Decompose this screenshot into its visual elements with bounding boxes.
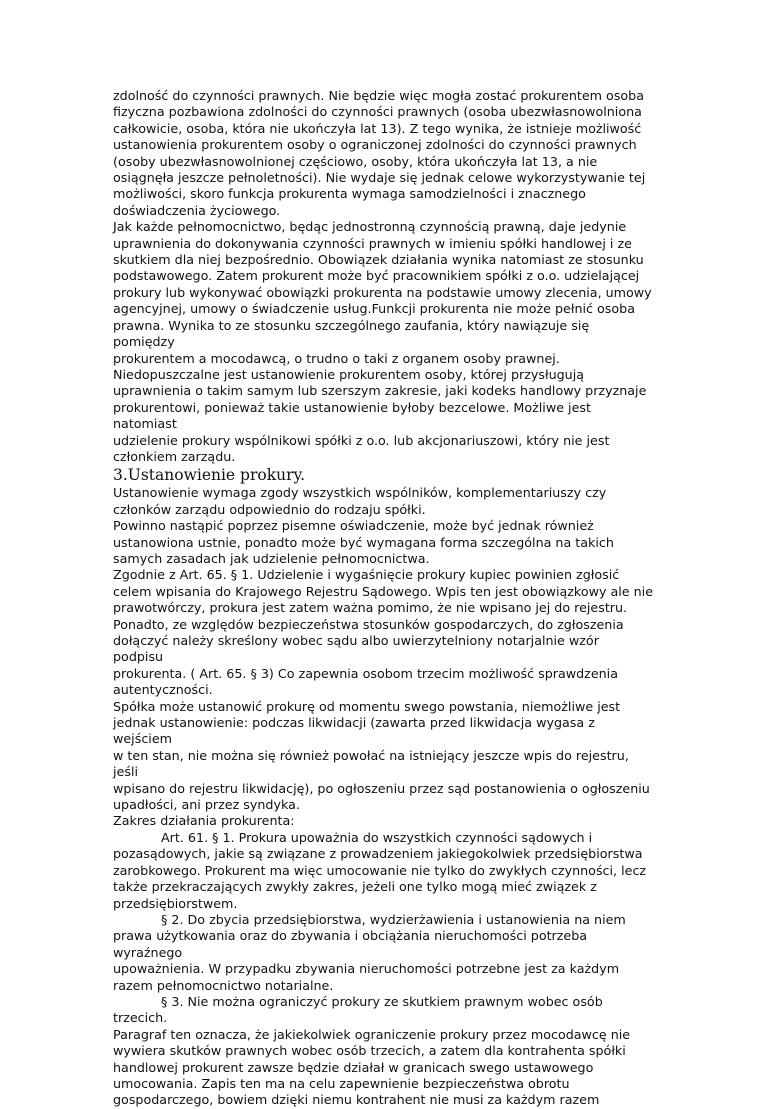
- paragraph-capacity: zdolność do czynności prawnych. Nie będzie więc mogła zostać prokurentem osoba fizyczna pozbawiona zdolności do czynności prawnych (osoba ubezwłasnowolniona całkowicie, osoba, która nie ukończyła lat 13). Z tego wynika, że istnieje możliwość ustanowienia prokurentem osoby o ograniczonej zdolności do czynności prawnych (osoby ubezwłasnowolnionej częściowo, osoby, która ukończyła lat 13, a nie osiągnęła jeszcze pełnoletności). Nie wydaje się jednak celowe wykorzystywanie tej możliwości, skoro funkcja prokurenta wymaga samodzielności i znacznego doświadczenia życiowego.: [113, 88, 646, 218]
- paragraph-consent: Ustanowienie wymaga zgody wszystkich wspólników, komplementariuszy czy członków zarządu odpowiednio do rodzaju spółki.: [113, 485, 607, 517]
- paragraph-power-of-attorney: Jak każde pełnomocnictwo, będąc jednostronną czynnością prawną, daje jedynie uprawnienia do dokonywania czynności prawnych w imieniu spółki handlowej i ze skutkiem dla niej bezpośrednio. Obowiązek działania wynika natomiast ze stosunku podstawowego. Zatem prokurent może być pracownikiem spółki z o.o. udzielającej prokury lub wykonywać obowiązki prokurenta na podstawie umowy zlecenia, umowy agencyjnej, umowy o świadczenie usług.Funkcji prokurenta nie może pełnić osoba prawna. Wynika to ze stosunku szczególnego zaufania, który nawiązuje się pomiędzy prokurentem a mocodawcą, o trudno o taki z organem osoby prawnej. Niedopuszczalne jest ustanowienie prokurentem osoby, której przysługują uprawnienia o takim samym lub szerszym zakresie, jaki kodeks handlowy przyznaje prokurentowi, ponieważ takie ustanowienie byłoby bezcelowe. Możliwe jest natomiast udzielenie prokury wspólnikowi spółki z o.o. lub akcjonariuszowi, który nie jest członkiem zarządu.: [113, 219, 652, 464]
- paragraph-art61-s3: § 3. Nie można ograniczyć prokury ze skutkiem prawnym wobec osób trzecich. Paragraf ten oznacza, że jakiekolwiek ograniczenie prokury przez mocodawcę nie wywiera skutków prawnych wobec osób trzecich, a zatem dla kontrahenta spółki handlowej prokurent zawsze będzie działał w granicach swego ustawowego umocowania. Zapis ten ma na celu zapewnienie bezpieczeństwa obrotu gospodarczego, bowiem dzięki niemu kontrahent nie musi za każdym razem: [113, 993, 631, 1108]
- paragraph-form: Powinno nastąpić poprzez pisemne oświadczenie, może być jednak również ustanowiona ustnie, ponadto może być wymagana forma szczególna na takich samych zasadach jak udzielenie pełnomocnictwa.: [113, 518, 614, 566]
- paragraph-establishment-timing: Spółka może ustanowić prokurę od momentu swego powstania, niemożliwe jest jednak ustanowienie: podczas likwidacji (zawarta przed likwidacja wygasa z wejściem w ten stan, nie można się również powołać na istniejący jeszcze wpis do rejestru, jeśli wpisano do rejestru likwidację), po ogłoszeniu przez sąd postanowienia o ogłoszeniu upadłości, ani przez syndyka.: [113, 698, 650, 813]
- paragraph-registration: Zgodnie z Art. 65. § 1. Udzielenie i wygaśnięcie prokury kupiec powinien zgłosić celem wpisania do Krajowego Rejestru Sądowego. Wpis ten jest obowiązkowy ale nie prawotwórczy, prokura jest zatem ważna pomimo, że nie wpisano jej do rejestru. Ponadto, ze względów bezpieczeństwa stosunków gospodarczych, do zgłoszenia dołączyć należy skreślony wobec sądu albo uwierzytelniony notarjalnie wzór podpisu prokurenta. ( Art. 65. § 3) Co zapewnia osobom trzecim możliwość sprawdzenia autentyczności.: [113, 567, 654, 698]
- section-heading: 3.Ustanowienie prokury.: [113, 466, 306, 485]
- paragraph-art61-s1: Art. 61. § 1. Prokura upoważnia do wszystkich czynności sądowych i pozasądowych, jakie są związane z prowadzeniem jakiegokolwiek przedsiębiorstwa zarobkowego. Prokurent ma więc umocowanie nie tylko do zwykłych czynności, lecz także przekraczających zwykły zakres, jeżeli one tylko mogą mieć związek z przedsiębiorstwem.: [113, 829, 647, 911]
- document-page: [113, 88, 653, 1109]
- paragraph-scope-label: Zakres działania prokurenta:: [113, 813, 295, 829]
- paragraph-art61-s2: § 2. Do zbycia przedsiębiorstwa, wydzierżawienia i ustanowienia na niem prawa użytkowania oraz do zbywania i obciążania nieruchomości potrzeba wyraźnego upoważnienia. W przypadku zbywania nieruchomości potrzebne jest za każdym razem pełnomocnictwo notarialne.: [113, 911, 626, 993]
